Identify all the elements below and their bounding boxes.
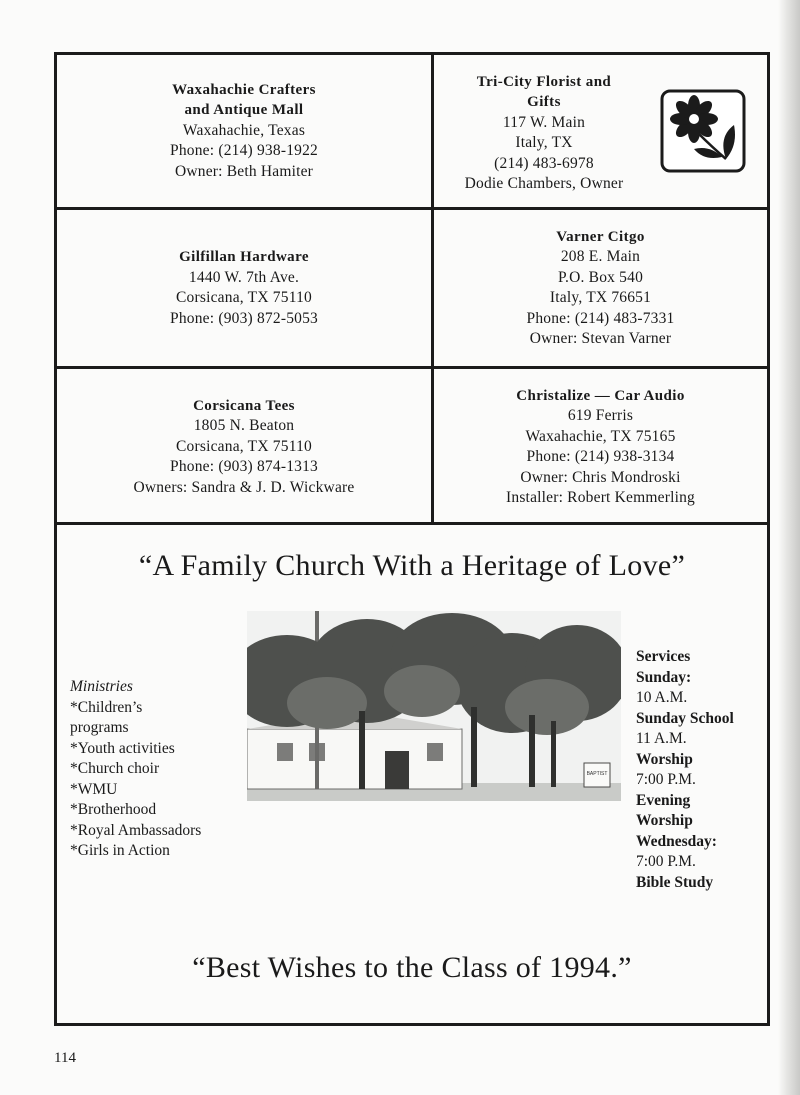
ad-line: Italy, TX 76651 (549, 289, 652, 306)
service-name: Bible Study (636, 873, 714, 891)
ad-name: Gifts (527, 94, 561, 110)
ad-name: Christalize — Car Audio (516, 387, 685, 404)
ad-christalize-car-audio (434, 369, 767, 525)
ministry-item: programs (70, 719, 129, 736)
service-time: 7:00 P.M. (636, 771, 696, 788)
ad-owner: Owners: Sandra & J. D. Wickware (133, 478, 355, 496)
ad-owner: Dodie Chambers, Owner (464, 175, 624, 192)
service-name: Worship (636, 812, 693, 829)
ministry-item: *Royal Ambassadors (70, 821, 202, 839)
church-photo (247, 611, 621, 801)
church-sign-text: BAPTIST (586, 771, 608, 777)
services-heading: Services (636, 648, 691, 665)
ad-gilfillan-hardware (57, 210, 431, 366)
ad-line: 619 Ferris (567, 407, 634, 424)
ad-line: Corsicana, TX 75110 (176, 437, 312, 455)
ad-phone: (214) 483-6978 (494, 154, 594, 172)
ad-name: Tri-City Florist and (476, 73, 612, 90)
ministry-item: *Girls in Action (70, 842, 170, 859)
church-ad (57, 525, 767, 1023)
ad-corsicana-tees (57, 369, 431, 525)
ad-line: Waxahachie, Texas (182, 121, 306, 139)
ad-line: Waxahachie, TX 75165 (525, 427, 676, 445)
service-day: Sunday: (636, 668, 692, 686)
ad-line: Italy, TX (515, 134, 573, 151)
ad-line: Corsicana, TX 75110 (176, 289, 312, 306)
business-ad-grid (57, 55, 767, 525)
service-name: Worship (636, 750, 693, 768)
ministry-item: *WMU (70, 780, 118, 798)
ad-line: 117 W. Main (502, 113, 586, 131)
ad-phone: Phone: (214) 938-3134 (526, 448, 675, 465)
ad-tri-city-florist (434, 55, 654, 207)
service-name: Sunday School (636, 709, 734, 727)
ad-phone: Phone: (214) 938-1922 (170, 142, 318, 160)
service-name: Evening (636, 791, 691, 809)
ad-phone: Phone: (903) 874-1313 (170, 458, 318, 476)
ministry-item: *Youth activities (70, 739, 175, 757)
church-slogan: “A Family Church With a Heritage of Love” (138, 549, 686, 582)
service-time: 7:00 P.M. (636, 853, 696, 870)
ad-waxahachie-crafters (57, 55, 431, 207)
ministry-item: *Children’s (70, 698, 143, 716)
ad-line: 1440 W. 7th Ave. (188, 268, 300, 286)
ad-line: 208 E. Main (560, 248, 641, 265)
ad-name: and Antique Mall (184, 102, 304, 119)
ad-owner: Owner: Beth Hamiter (174, 162, 314, 180)
class-wishes: “Best Wishes to the Class of 1994.” (192, 951, 632, 984)
ad-line: 1805 N. Beaton (193, 417, 295, 435)
ad-owner: Owner: Chris Mondroski (520, 468, 681, 486)
ad-page-frame (54, 52, 770, 1026)
service-day: Wednesday: (636, 832, 717, 850)
ministries-list (70, 677, 201, 862)
ministry-item: *Brotherhood (70, 801, 157, 818)
ad-installer: Installer: Robert Kemmerling (506, 489, 695, 506)
service-times (636, 647, 734, 893)
ad-name: Corsicana Tees (193, 397, 295, 414)
page-edge-shadow (778, 0, 800, 1095)
ad-phone: Phone: (214) 483-7331 (526, 309, 675, 327)
page-number: 114 (54, 1050, 76, 1066)
ad-phone: Phone: (903) 872-5053 (170, 309, 318, 327)
ad-name: Varner Citgo (556, 228, 645, 245)
ministry-item: *Church choir (70, 760, 160, 777)
ad-varner-citgo (434, 210, 767, 366)
service-time: 11 A.M. (636, 730, 687, 747)
ad-name: Gilfillan Hardware (179, 249, 309, 265)
ad-name: Waxahachie Crafters (172, 81, 316, 98)
ministries-title: Ministries (70, 678, 133, 695)
service-time: 10 A.M. (636, 689, 688, 706)
flower-icon (660, 89, 746, 173)
ad-line: P.O. Box 540 (557, 268, 644, 286)
ad-owner: Owner: Stevan Varner (529, 330, 672, 347)
